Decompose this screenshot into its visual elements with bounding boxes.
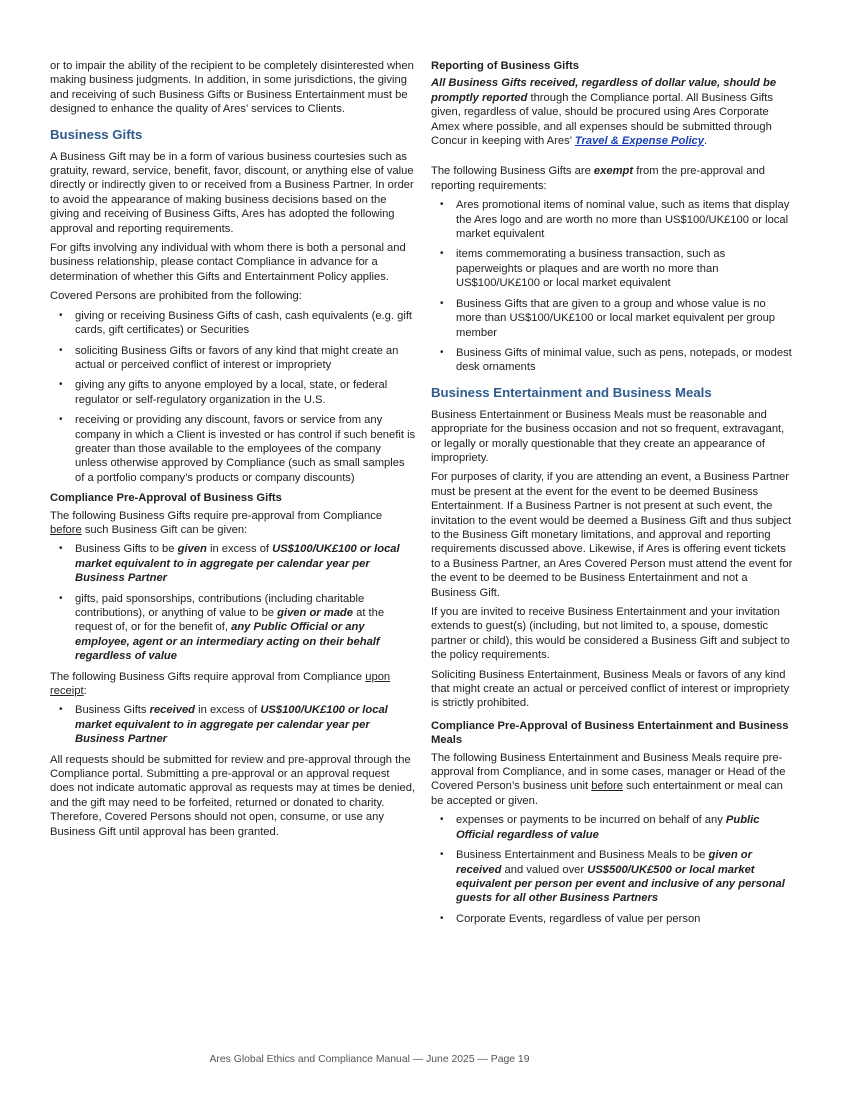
text-span: in excess of xyxy=(195,704,261,717)
right-column xyxy=(431,59,793,932)
list-item: • Corporate Events, regardless of value per person xyxy=(431,912,793,926)
entertainment-p2: For purposes of clarity, if you are attending an event, a Business Partner must be present at the event for the event to be deemed Business Entertainment. If a Business Partner is not present at such event, the invitation to the event would be deemed a Business Gift and thus subject to the Business Gift monetary limitations, and approval and reporting requirements discussed above. Likewise, if Ares is offering event tickets to a Business Partner, an Ares Covered Person must attend the event for the event to be deemed to be Business Entertainment and not a Business Gift. xyxy=(431,471,793,599)
text-span: Business Gifts xyxy=(75,704,150,717)
text-span: expenses or payments to be incurred on behalf of any xyxy=(456,814,726,827)
emphasis-text: any Public Official or any employee, agent or an intermediary acting on their behalf regardless of value xyxy=(75,621,380,663)
text-span: at the request of, or for the benefit of, xyxy=(75,607,385,634)
page-footer xyxy=(0,1054,739,1065)
prohibited-intro: Covered Persons are prohibited from the following: xyxy=(50,290,302,303)
text-span: gifts, paid sponsorships, contributions (including charitable contributions), or anything of value to be xyxy=(75,592,365,619)
text-span: The following Business Gifts require approval from Compliance xyxy=(50,670,366,683)
text-span: The following Business Gifts require pre-approval from Compliance xyxy=(50,509,383,522)
reporting-paragraph xyxy=(431,76,793,148)
travel-expense-policy-link[interactable]: Travel & Expense Policy xyxy=(574,135,704,148)
text-span: through the Compliance portal. All Business Gifts given, regardless of value, should be procured using Ares Corporate Amex where possible, and all expenses should be submitted through Concur in keeping with Ares’ xyxy=(431,91,773,148)
text-span: Business Entertainment and Business Meals to be xyxy=(456,849,709,862)
requests-paragraph: All requests should be submitted for review and pre-approval through the Compliance portal. Submitting a pre-approval or an approval request does not indicate automatic approval as requests may at times be denied, and the gift may need to be forfeited, returned or donated to charity. Therefore, Covered Persons should not open, consume, or use any Business Gift until approval has been granted. xyxy=(50,753,416,838)
list-item: • Business Gifts of minimal value, such as pens, notepads, or modest desk ornaments xyxy=(431,346,793,375)
entertainment-preapproval-intro xyxy=(431,751,793,809)
receipt-list xyxy=(50,703,416,746)
list-item: • Ares promotional items of nominal value, such as items that display the Ares logo and are worth no more than US$100/UK£100 or local market equivalent xyxy=(431,198,793,241)
list-item xyxy=(50,703,416,746)
text-span: . xyxy=(704,135,708,148)
entertainment-p3: If you are invited to receive Business Entertainment and your invitation extends to guest(s) (including, but not limited to, a spouse, domestic partner or child), this would be considered a Business Gift and subject to the policy requirements. xyxy=(431,606,790,662)
exempt-intro xyxy=(431,164,793,193)
emphasis-text: given or made xyxy=(277,607,353,619)
business-gifts-heading: Business Gifts xyxy=(50,126,143,142)
gifts-preapproval-heading: Compliance Pre-Approval of Business Gifts xyxy=(50,492,282,505)
left-column xyxy=(50,59,416,844)
business-gifts-definition: A Business Gift may be in a form of various business courtesies such as gratuity, reward, service, benefit, favor, discount, or anything else of value directly or indirectly given to or received from a Business Partner. In order to avoid the appearance of making business decisions based on the giving and receiving of Business Gifts, Ares has adopted the following approval and reporting requirements. xyxy=(50,150,414,235)
list-item xyxy=(431,813,793,842)
underlined-text: upon receipt xyxy=(50,670,391,698)
list-item xyxy=(50,592,416,664)
intro-paragraph: or to impair the ability of the recipient to be completely disinterested when making business judgments. In addition, in some jurisdictions, the giving and receiving of such Business Gifts or Business Entertainment must be designed to enhance the quality of Ares’ services to Clients. xyxy=(50,60,414,116)
personal-relationship-paragraph: For gifts involving any individual with whom there is both a personal and business relationship, please contact Compliance in advance for a determination of whether this Gifts and Entertainment Policy applies. xyxy=(50,242,406,283)
text-span: Business Gifts to be xyxy=(75,543,178,556)
text-span: The following Business Entertainment and Business Meals require pre-approval from Compliance, and in some cases, manager or Head of the Covered Person’s business unit xyxy=(431,751,786,793)
entertainment-heading: Business Entertainment and Business Meals xyxy=(431,384,712,400)
prohibited-list xyxy=(50,309,416,485)
list-item: • items commemorating a business transaction, such as paperweights or plaques and are worth no more than US$100/UK£100 or local market equivalent xyxy=(431,247,793,290)
receipt-intro xyxy=(50,670,416,699)
entertainment-preapproval-list xyxy=(431,813,793,926)
list-item xyxy=(50,542,416,585)
preapproval-list xyxy=(50,542,416,663)
text-span: from the pre-approval and reporting requirements: xyxy=(431,165,765,192)
text-span: : xyxy=(83,685,87,698)
text-span: The following Business Gifts are xyxy=(431,165,594,178)
text-span: such Business Gift can be given: xyxy=(81,523,248,536)
emphasis-text: All Business Gifts received, regardless of dollar value, should be promptly reported xyxy=(431,77,777,104)
underlined-text: before xyxy=(50,523,82,536)
entertainment-p1: Business Entertainment or Business Meals must be reasonable and appropriate for the business occasion and not so frequent, extravagant, or legally or morally questionable that they create an appearance of impropriety. xyxy=(431,408,785,464)
text-span: and valued over xyxy=(501,863,588,876)
list-item: • soliciting Business Gifts or favors of any kind that might create an actual or perceived conflict of interest or impropriety xyxy=(50,344,416,373)
list-item: • Business Gifts that are given to a group and whose value is no more than US$100/UK£100 or local market equivalent per group member xyxy=(431,297,793,340)
reporting-heading: Reporting of Business Gifts xyxy=(431,60,579,72)
emphasis-text: US$100/UK£100 or local market equivalent to in aggregate per calendar year per Business Partner xyxy=(75,704,388,746)
list-item xyxy=(431,848,793,906)
emphasis-text: US$500/UK£500 or local market equivalent per person per event and inclusive of any personal guests for all other Business Partners xyxy=(456,863,785,905)
underlined-text: before xyxy=(591,780,623,793)
entertainment-p4: Soliciting Business Entertainment, Business Meals or favors of any kind that might create an actual or perceived conflict of interest or impropriety is strictly prohibited. xyxy=(431,668,790,710)
emphasis-text: given or received xyxy=(456,849,752,876)
list-item: • giving any gifts to anyone employed by a local, state, or federal regulator or self-regulatory organization in the U.S. xyxy=(50,378,416,407)
emphasis-text: given xyxy=(177,543,207,556)
list-item: • giving or receiving Business Gifts of cash, cash equivalents (e.g. gift cards, gift certificates) or Securities xyxy=(50,309,416,338)
text-span: in excess of xyxy=(206,543,273,556)
text-span: such entertainment or meal can be accepted or given. xyxy=(431,780,783,807)
list-item: • receiving or providing any discount, favors or service from any company in which a Client is invested or has control if such benefit is greater than those available to the employees of the company unless otherwise approved by Compliance (such as small samples of a portfolio company’s products or company discounts) xyxy=(50,413,416,485)
preapproval-intro xyxy=(50,509,416,538)
exempt-list xyxy=(431,198,793,374)
footer-text: Ares Global Ethics and Compliance Manual — June 2025 — Page 19 xyxy=(209,1054,530,1065)
entertainment-preapproval-heading: Compliance Pre-Approval of Business Entertainment and Business Meals xyxy=(431,719,789,747)
emphasis-text: received xyxy=(149,704,196,717)
emphasis-text: Public Official regardless of value xyxy=(456,814,760,841)
emphasis-text: exempt xyxy=(593,165,634,178)
emphasis-text: US$100/UK£100 or local market equivalent to in aggregate per calendar year per Business Partner xyxy=(75,543,400,585)
